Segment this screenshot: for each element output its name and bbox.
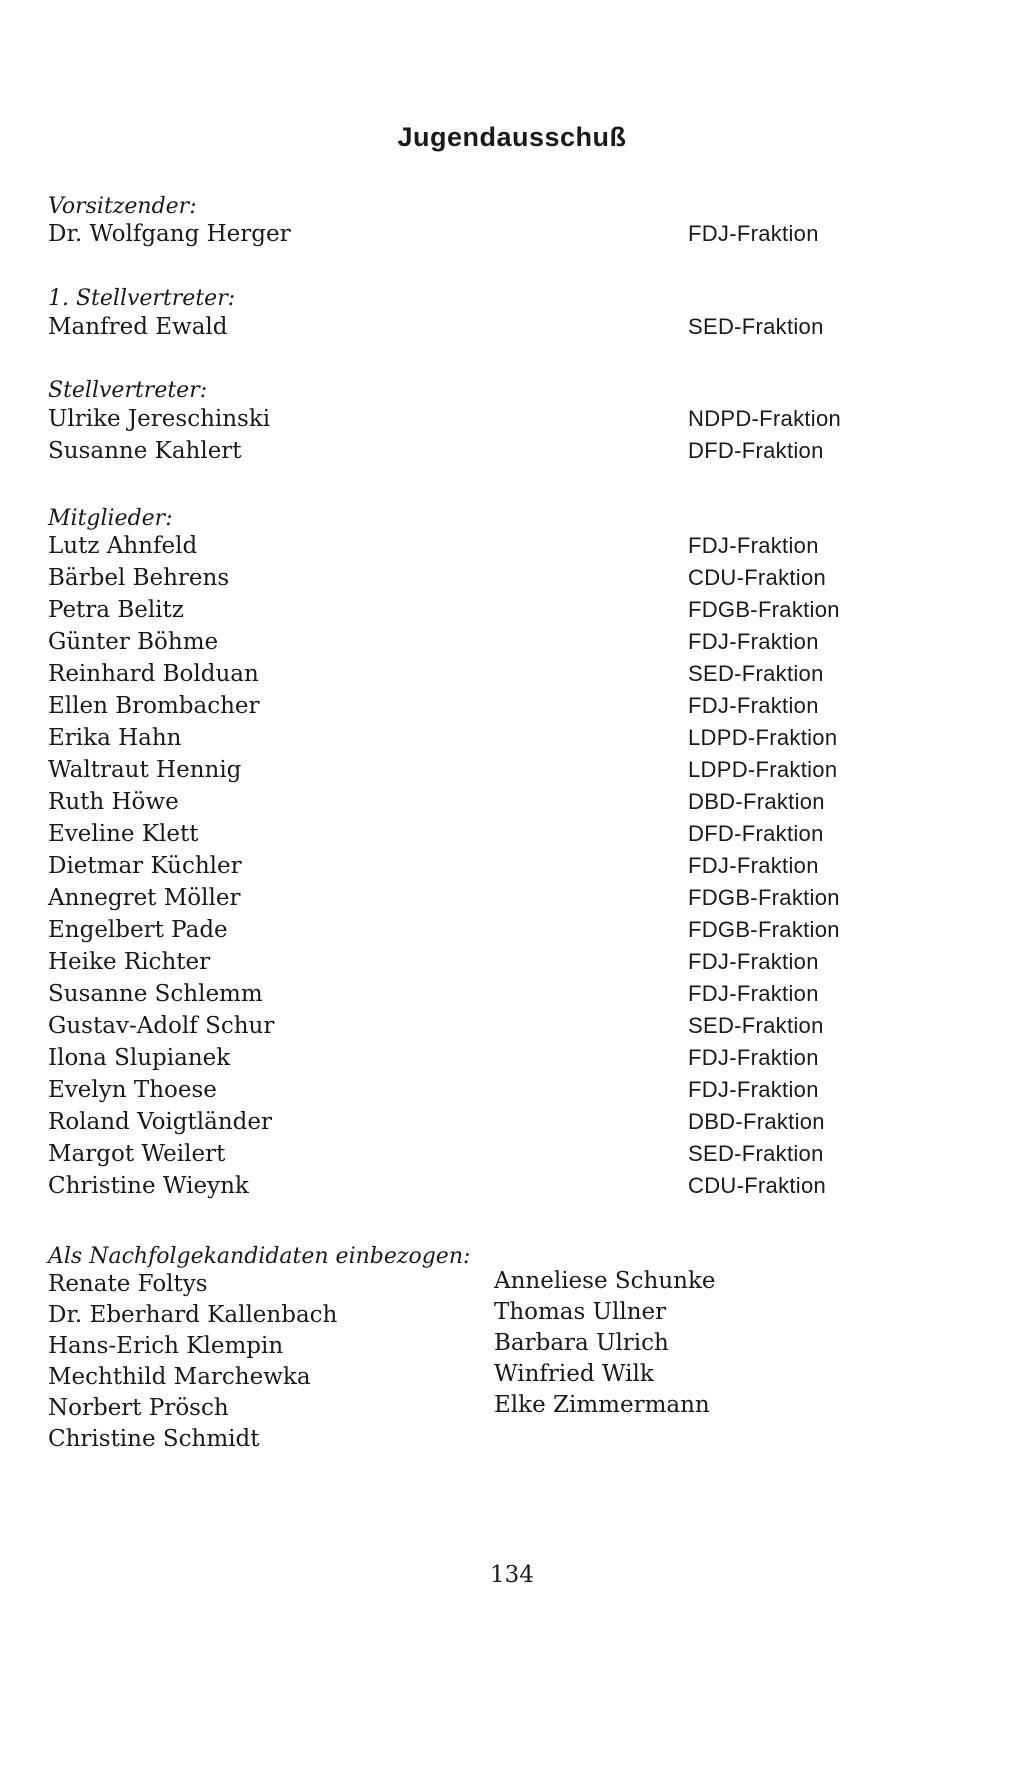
deputies-label: Stellvertreter: <box>48 378 208 403</box>
member-faction: FDJ-Fraktion <box>688 981 819 1006</box>
member-name: Heike Richter <box>48 949 211 975</box>
member-faction: FDJ-Fraktion <box>688 629 819 654</box>
candidate-right: Winfried Wilk <box>494 1361 654 1387</box>
member-faction: DFD-Fraktion <box>688 821 824 846</box>
member-row <box>48 1106 908 1138</box>
member-faction: FDGB-Fraktion <box>688 885 840 910</box>
member-faction: FDJ-Fraktion <box>688 693 819 718</box>
member-faction: FDJ-Fraktion <box>688 853 819 878</box>
candidate-right: Barbara Ulrich <box>494 1330 669 1356</box>
member-name: Christine Wieynk <box>48 1173 249 1199</box>
candidate-left: Norbert Prösch <box>48 1395 229 1421</box>
member-row <box>48 914 908 946</box>
member-name: Margot Weilert <box>48 1141 226 1167</box>
member-row <box>48 594 908 626</box>
deputy-name: Ulrike Jereschinski <box>48 406 271 432</box>
member-name: Susanne Schlemm <box>48 981 263 1007</box>
chair-row <box>48 218 908 250</box>
member-row <box>48 530 908 562</box>
first-deputy-label: 1. Stellvertreter: <box>48 286 236 311</box>
member-faction: FDGB-Fraktion <box>688 917 840 942</box>
member-faction: FDJ-Fraktion <box>688 949 819 974</box>
member-name: Bärbel Behrens <box>48 565 230 591</box>
member-name: Lutz Ahnfeld <box>48 533 198 559</box>
member-row <box>48 658 908 690</box>
candidate-right: Elke Zimmermann <box>494 1392 710 1418</box>
member-name: Waltraut Hennig <box>48 757 242 783</box>
candidate-left: Christine Schmidt <box>48 1426 260 1452</box>
candidates-label: Als Nachfolgekandidaten einbezogen: <box>48 1244 471 1269</box>
chair-name: Dr. Wolfgang Herger <box>48 221 291 247</box>
member-name: Petra Belitz <box>48 597 184 623</box>
member-faction: LDPD-Fraktion <box>688 757 838 782</box>
member-row <box>48 690 908 722</box>
deputy-name: Susanne Kahlert <box>48 438 242 464</box>
member-row <box>48 1010 908 1042</box>
member-name: Reinhard Bolduan <box>48 661 259 687</box>
candidate-right: Thomas Ullner <box>494 1299 667 1325</box>
member-faction: FDJ-Fraktion <box>688 1077 819 1102</box>
member-name: Erika Hahn <box>48 725 182 751</box>
member-faction: FDGB-Fraktion <box>688 597 840 622</box>
member-name: Ilona Slupianek <box>48 1045 231 1071</box>
member-name: Evelyn Thoese <box>48 1077 217 1103</box>
member-name: Eveline Klett <box>48 821 199 847</box>
member-name: Günter Böhme <box>48 629 219 655</box>
member-row <box>48 722 908 754</box>
first-deputy-name: Manfred Ewald <box>48 314 228 340</box>
page-title: Jugendausschuß <box>397 122 627 152</box>
member-faction: CDU-Fraktion <box>688 1173 827 1198</box>
member-row <box>48 1074 908 1106</box>
candidate-right: Anneliese Schunke <box>494 1268 716 1294</box>
candidate-left: Dr. Eberhard Kallenbach <box>48 1302 338 1328</box>
member-row <box>48 1170 908 1202</box>
member-name: Gustav-Adolf Schur <box>48 1013 275 1039</box>
page-number: 134 <box>490 1562 534 1588</box>
member-faction: FDJ-Fraktion <box>688 1045 819 1070</box>
member-row <box>48 978 908 1010</box>
member-faction: DBD-Fraktion <box>688 789 825 814</box>
member-name: Annegret Möller <box>48 885 241 911</box>
member-row <box>48 562 908 594</box>
chair-faction: FDJ-Fraktion <box>688 221 819 246</box>
deputy-row <box>48 435 908 467</box>
member-row <box>48 1042 908 1074</box>
member-row <box>48 946 908 978</box>
member-name: Dietmar Küchler <box>48 853 242 879</box>
member-row <box>48 754 908 786</box>
first-deputy-faction: SED-Fraktion <box>688 314 824 339</box>
member-row <box>48 1138 908 1170</box>
chair-label: Vorsitzender: <box>48 194 197 219</box>
member-name: Ruth Höwe <box>48 789 179 815</box>
member-name: Engelbert Pade <box>48 917 228 943</box>
member-faction: CDU-Fraktion <box>688 565 827 590</box>
deputy-row <box>48 403 908 435</box>
candidate-left: Renate Foltys <box>48 1271 208 1297</box>
member-row <box>48 626 908 658</box>
member-faction: SED-Fraktion <box>688 661 824 686</box>
member-row <box>48 786 908 818</box>
candidate-left: Mechthild Marchewka <box>48 1364 311 1390</box>
member-name: Roland Voigtländer <box>48 1109 272 1135</box>
member-faction: LDPD-Fraktion <box>688 725 838 750</box>
member-faction: SED-Fraktion <box>688 1013 824 1038</box>
member-faction: DBD-Fraktion <box>688 1109 825 1134</box>
first-deputy-row <box>48 311 908 343</box>
candidate-left: Hans-Erich Klempin <box>48 1333 284 1359</box>
deputy-faction: DFD-Fraktion <box>688 438 824 463</box>
member-faction: SED-Fraktion <box>688 1141 824 1166</box>
members-label: Mitglieder: <box>48 506 173 531</box>
member-row <box>48 818 908 850</box>
deputy-faction: NDPD-Fraktion <box>688 406 842 431</box>
member-faction: FDJ-Fraktion <box>688 533 819 558</box>
member-row <box>48 850 908 882</box>
member-name: Ellen Brombacher <box>48 693 260 719</box>
member-row <box>48 882 908 914</box>
